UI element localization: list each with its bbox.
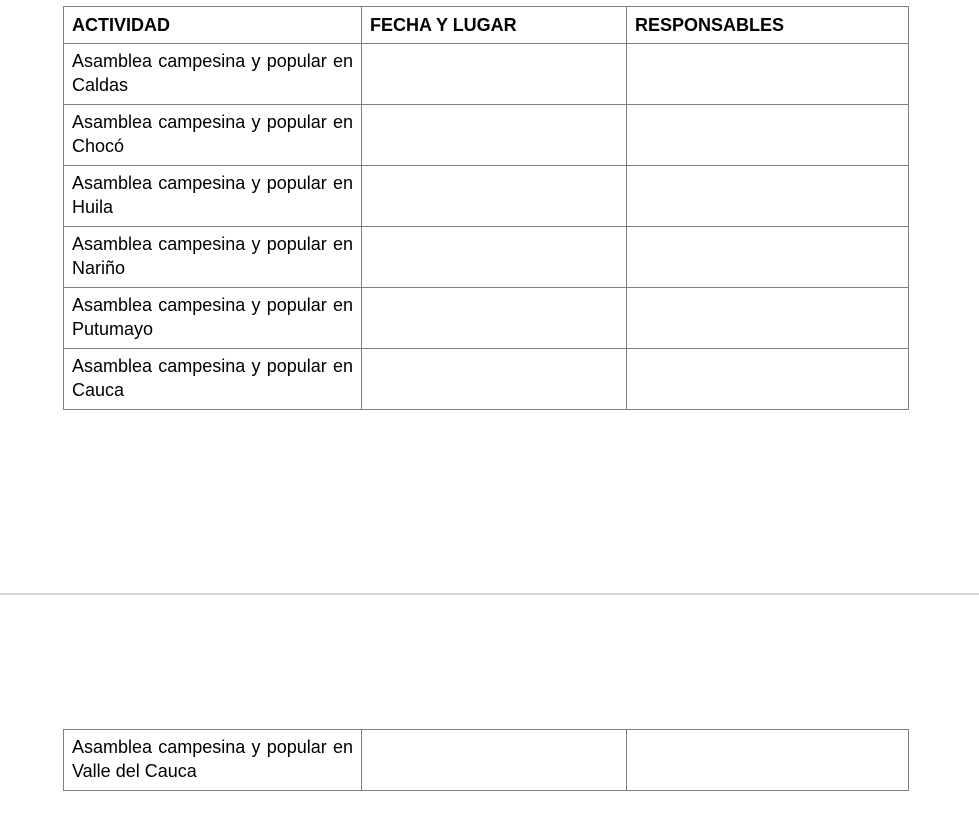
responsible-cell[interactable]: [627, 166, 909, 227]
table-row: [64, 349, 909, 410]
activity-cell[interactable]: [64, 227, 362, 288]
date-place-cell[interactable]: [362, 227, 627, 288]
date-place-cell[interactable]: [362, 349, 627, 410]
activity-text: Asamblea campesina y popular en Nariño: [72, 234, 353, 278]
responsible-cell[interactable]: [627, 44, 909, 105]
table-row: [64, 105, 909, 166]
header-activity: ACTIVIDAD: [64, 7, 362, 44]
activity-text: Asamblea campesina y popular en Caldas: [72, 51, 353, 95]
responsible-cell[interactable]: [627, 227, 909, 288]
date-place-cell[interactable]: [362, 166, 627, 227]
activities-table: [63, 6, 909, 410]
activity-cell[interactable]: [64, 105, 362, 166]
responsible-cell[interactable]: [627, 288, 909, 349]
table-row: [64, 227, 909, 288]
activity-cell[interactable]: [64, 349, 362, 410]
table-header-row: [64, 7, 909, 44]
date-place-cell[interactable]: [362, 105, 627, 166]
activity-text: Asamblea campesina y popular en Huila: [72, 173, 353, 217]
activities-table-continued: [63, 729, 909, 791]
activity-cell[interactable]: [64, 288, 362, 349]
table-row: [64, 44, 909, 105]
header-date-place: FECHA Y LUGAR: [362, 7, 627, 44]
document-page: [0, 595, 979, 839]
responsible-cell[interactable]: [627, 730, 909, 791]
activity-cell[interactable]: [64, 166, 362, 227]
date-place-cell[interactable]: [362, 44, 627, 105]
header-responsible: RESPONSABLES: [627, 7, 909, 44]
table-row: [64, 166, 909, 227]
activity-cell[interactable]: [64, 730, 362, 791]
activity-cell[interactable]: [64, 44, 362, 105]
date-place-cell[interactable]: [362, 288, 627, 349]
table-row: [64, 730, 909, 791]
responsible-cell[interactable]: [627, 349, 909, 410]
table-row: [64, 288, 909, 349]
date-place-cell[interactable]: [362, 730, 627, 791]
activity-text: Asamblea campesina y popular en Cauca: [72, 356, 353, 400]
responsible-cell[interactable]: [627, 105, 909, 166]
activity-text: Asamblea campesina y popular en Putumayo: [72, 295, 353, 339]
activity-text: Asamblea campesina y popular en Valle del Cauca: [72, 737, 353, 781]
activity-text: Asamblea campesina y popular en Chocó: [72, 112, 353, 156]
